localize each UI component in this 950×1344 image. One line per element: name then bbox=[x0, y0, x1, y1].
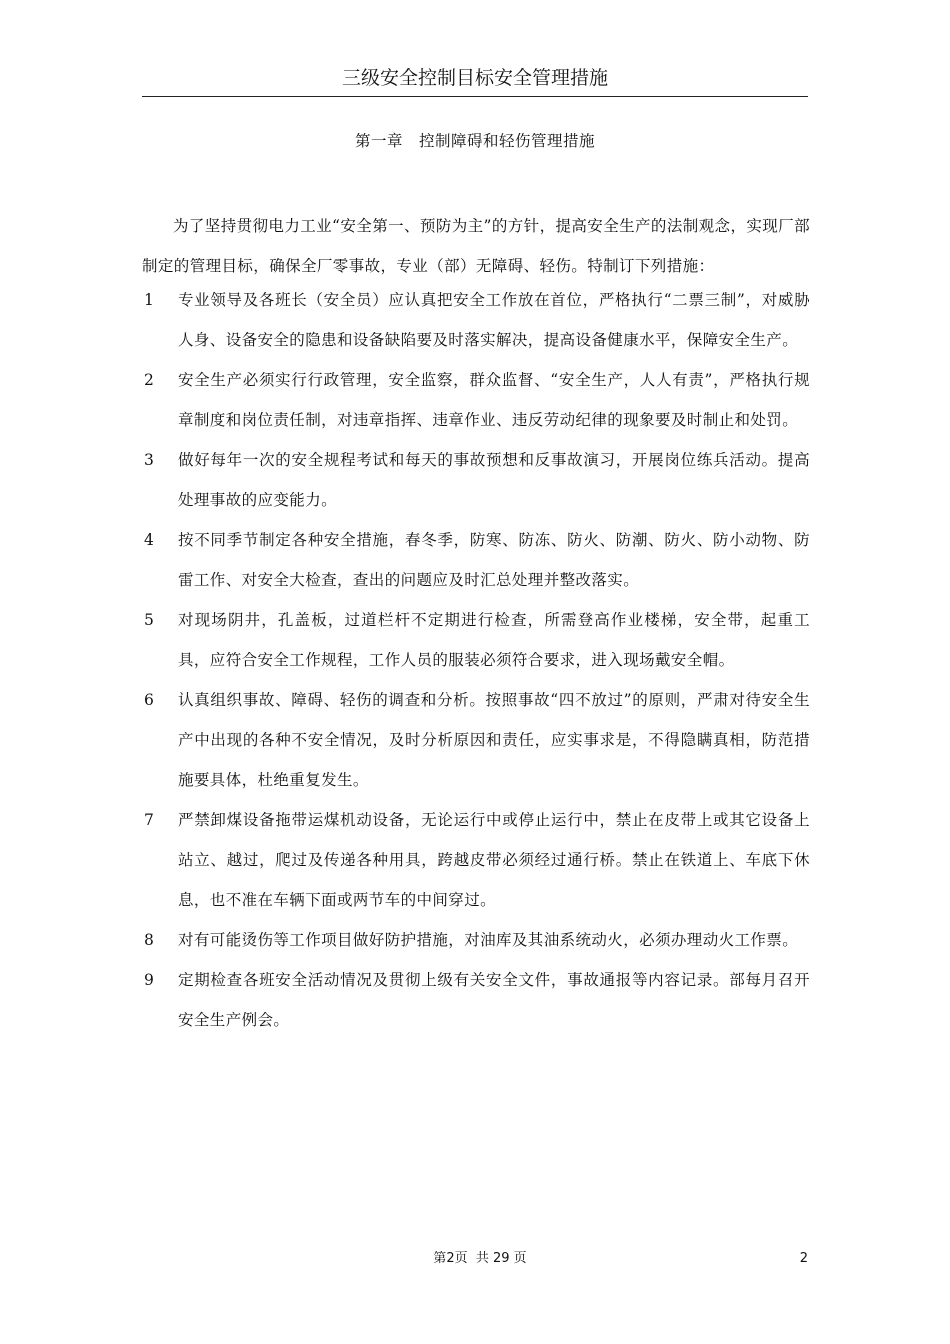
footer-mid: 页 共 bbox=[454, 1251, 493, 1266]
page-footer bbox=[380, 1250, 580, 1268]
item-number: 9 bbox=[144, 971, 155, 989]
item-text: 对现场阴井，孔盖板，过道栏杆不定期进行检查，所需登高作业楼梯，安全带，起重工具，应符合安全工作规程，工作人员的服装必须符合要求，进入现场戴安全帽。 bbox=[178, 611, 810, 669]
item-number: 7 bbox=[144, 811, 155, 829]
item-number: 8 bbox=[144, 931, 155, 949]
list-item bbox=[142, 520, 810, 600]
footer-suffix: 页 bbox=[509, 1251, 527, 1266]
list-item bbox=[142, 920, 810, 960]
item-text: 安全生产必须实行行政管理，安全监察，群众监督、“安全生产，人人有责”，严格执行规章制度和岗位责任制，对违章指挥、违章作业、违反劳动纪律的现象要及时制止和处罚。 bbox=[178, 371, 810, 429]
current-page: 2 bbox=[446, 1251, 455, 1266]
page-header bbox=[142, 64, 808, 97]
item-text: 按不同季节制定各种安全措施，春冬季，防寒、防冻、防火、防潮、防火、防小动物、防雷工作、对安全大检查，查出的问题应及时汇总处理并整改落实。 bbox=[178, 531, 810, 589]
list-item bbox=[142, 360, 810, 440]
list-item bbox=[142, 280, 810, 360]
item-text: 严禁卸煤设备拖带运煤机动设备，无论运行中或停止运行中，禁止在皮带上或其它设备上站立、越过，爬过及传递各种用具，跨越皮带必须经过通行桥。禁止在铁道上、车底下休息，也不准在车辆下面或两节车的中间穿过。 bbox=[178, 811, 810, 909]
chapter-title: 第一章 控制障碍和轻伤管理措施 bbox=[354, 132, 595, 150]
item-text: 认真组织事故、障碍、轻伤的调查和分析。按照事故“四不放过”的原则，严肃对待安全生产中出现的各种不安全情况，及时分析原因和责任，应实事求是，不得隐瞒真相，防范措施要具体，杜绝重复发生。 bbox=[178, 691, 810, 789]
item-number: 3 bbox=[144, 451, 155, 469]
item-number: 1 bbox=[144, 291, 155, 309]
measures-list bbox=[142, 280, 810, 1040]
list-item bbox=[142, 680, 810, 800]
item-text: 专业领导及各班长（安全员）应认真把安全工作放在首位，严格执行“二票三制”，对威胁人身、设备安全的隐患和设备缺陷要及时落实解决，提高设备健康水平，保障安全生产。 bbox=[178, 291, 810, 349]
document-title: 三级安全控制目标安全管理措施 bbox=[341, 67, 608, 89]
list-item bbox=[142, 600, 810, 680]
item-text: 定期检查各班安全活动情况及贯彻上级有关安全文件，事故通报等内容记录。部每月召开安全生产例会。 bbox=[178, 971, 810, 1029]
list-item bbox=[142, 800, 810, 920]
list-item bbox=[142, 960, 810, 1040]
page-number: 2 bbox=[799, 1251, 808, 1266]
item-text: 对有可能烫伤等工作项目做好防护措施，对油库及其油系统动火，必须办理动火工作票。 bbox=[178, 931, 799, 949]
total-pages: 29 bbox=[493, 1251, 510, 1266]
item-text: 做好每年一次的安全规程考试和每天的事故预想和反事故演习，开展岗位练兵活动。提高处理事故的应变能力。 bbox=[178, 451, 810, 509]
item-number: 4 bbox=[144, 531, 155, 549]
item-number: 6 bbox=[144, 691, 155, 709]
intro-paragraph: 为了坚持贯彻电力工业“安全第一、预防为主”的方针，提高安全生产的法制观念，实现厂部制定的管理目标，确保全厂零事故，专业（部）无障碍、轻伤。特制订下列措施： bbox=[142, 217, 810, 275]
footer-prefix: 第 bbox=[433, 1251, 447, 1266]
item-number: 2 bbox=[144, 371, 155, 389]
item-number: 5 bbox=[144, 611, 155, 629]
list-item bbox=[142, 440, 810, 520]
